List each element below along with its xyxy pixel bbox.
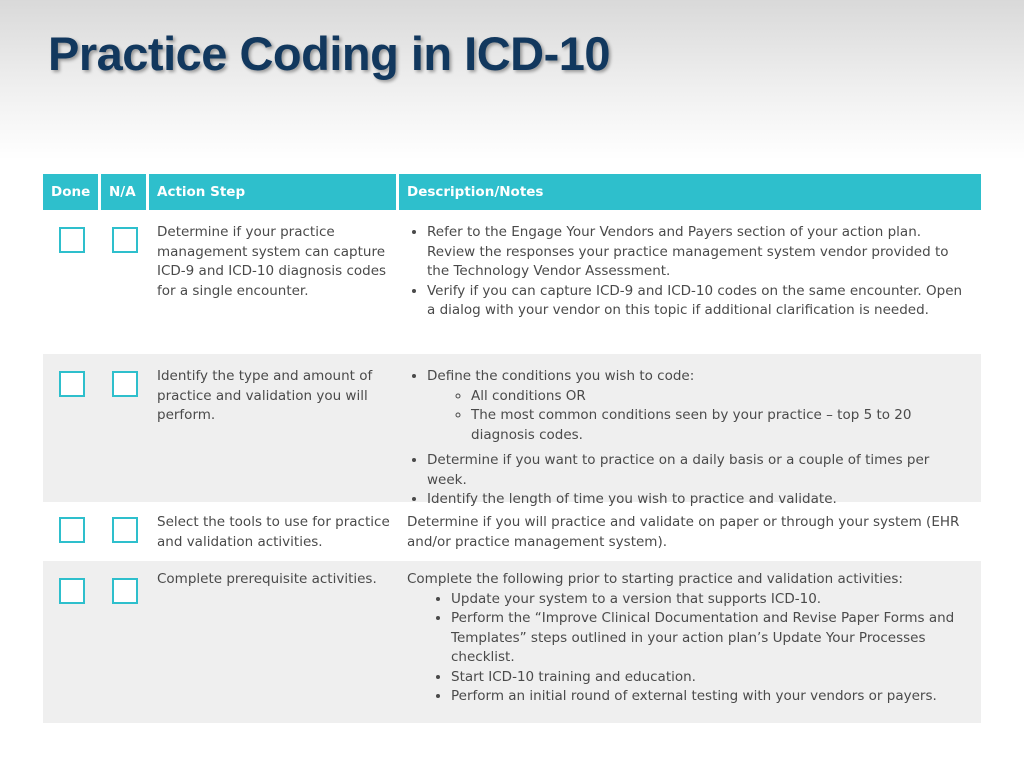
table-row bbox=[43, 502, 981, 561]
description-notes bbox=[399, 210, 981, 354]
list-item bbox=[427, 367, 969, 445]
na-checkbox[interactable] bbox=[112, 578, 138, 604]
action-step-text: Select the tools to use for practice and validation activities. bbox=[157, 514, 390, 550]
header-action-step: Action Step bbox=[149, 174, 399, 210]
header-description: Description/Notes bbox=[407, 184, 544, 200]
list-item-text: Define the conditions you wish to code: bbox=[427, 368, 695, 384]
list-item: • Perform an initial round of external testing with your vendors or payers. bbox=[451, 687, 969, 707]
list-item: • Identify the length of time you wish to practice and validate. bbox=[427, 490, 969, 510]
sub-list-item: ◦ All conditions OR bbox=[471, 387, 969, 407]
list-item: • Update your system to a version that supports ICD-10. bbox=[451, 590, 969, 610]
list-item: • Perform the “Improve Clinical Documentation and Revise Paper Forms and Templates” steps outlined in your action plan’s Update Your Processes checklist. bbox=[451, 609, 969, 668]
table-row bbox=[43, 210, 981, 354]
action-step-text: Complete prerequisite activities. bbox=[157, 571, 377, 587]
done-checkbox[interactable] bbox=[59, 227, 85, 253]
table-row bbox=[43, 561, 981, 723]
action-step-text: Identify the type and amount of practice and validation you will perform. bbox=[157, 368, 373, 423]
table-header bbox=[43, 174, 981, 210]
header-na: N/A bbox=[101, 174, 149, 210]
done-checkbox[interactable] bbox=[59, 578, 85, 604]
sub-list-item: ◦ The most common conditions seen by your practice – top 5 to 20 diagnosis codes. bbox=[471, 406, 969, 445]
action-step-text: Determine if your practice management system can capture ICD-9 and ICD-10 diagnosis codes for a single encounter. bbox=[157, 224, 387, 299]
na-checkbox[interactable] bbox=[112, 517, 138, 543]
description-notes bbox=[399, 354, 981, 507]
description-notes: Determine if you will practice and validate on paper or through your system (EHR and/or practice management system). bbox=[407, 514, 960, 550]
checklist-table bbox=[43, 174, 981, 723]
list-item: • Verify if you can capture ICD-9 and ICD-10 codes on the same encounter. Open a dialog with your vendor on this topic if additional clarification is needed. bbox=[427, 282, 969, 321]
description-notes bbox=[399, 561, 981, 723]
description-intro: Complete the following prior to starting practice and validation activities: bbox=[407, 571, 903, 587]
done-checkbox[interactable] bbox=[59, 517, 85, 543]
list-item: • Start ICD-10 training and education. bbox=[451, 668, 969, 688]
na-checkbox[interactable] bbox=[112, 227, 138, 253]
slide-title: Practice Coding in ICD-10 bbox=[48, 27, 611, 80]
list-item: • Refer to the Engage Your Vendors and Payers section of your action plan. Review the responses your practice management system vendor provided to the Technology Vendor Assessment. bbox=[427, 223, 969, 282]
list-item: • Determine if you want to practice on a daily basis or a couple of times per week. bbox=[427, 451, 969, 490]
na-checkbox[interactable] bbox=[112, 371, 138, 397]
table-row bbox=[43, 354, 981, 507]
done-checkbox[interactable] bbox=[59, 371, 85, 397]
header-done: Done bbox=[43, 174, 101, 210]
